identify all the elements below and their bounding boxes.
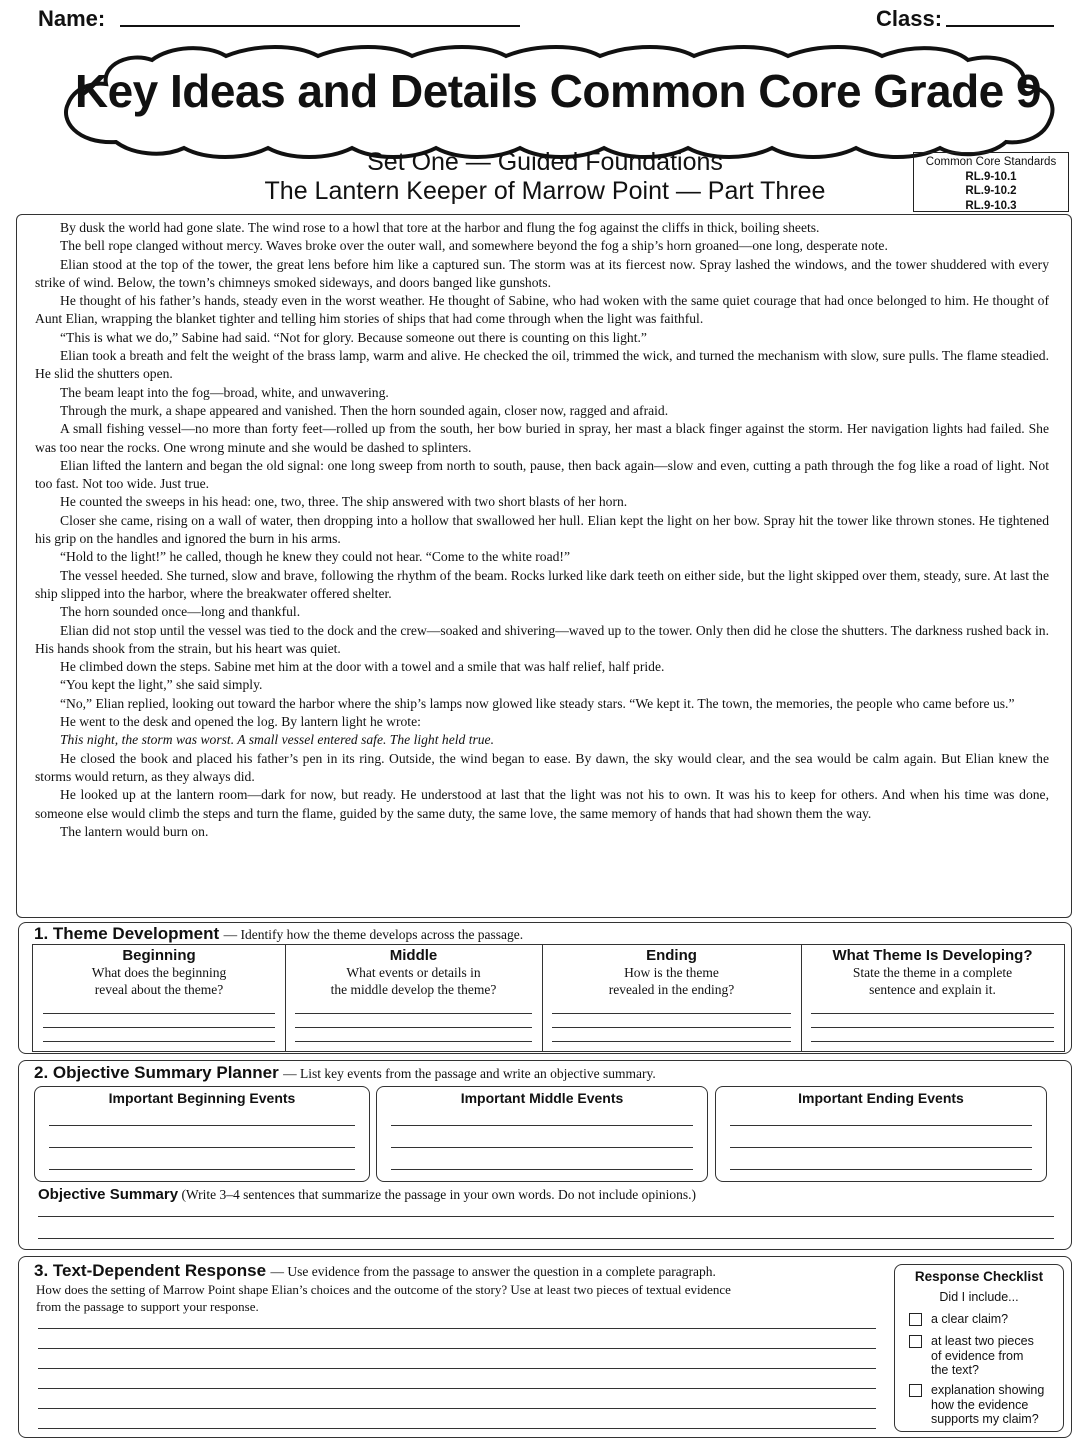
answer-line[interactable] xyxy=(552,1027,791,1028)
passage-paragraph: The beam leapt into the fog—broad, white, and unwavering. xyxy=(60,384,389,400)
passage-paragraph: The lantern would burn on. xyxy=(60,823,209,839)
story-subtitle: The Lantern Keeper of Marrow Point — Part Three xyxy=(264,177,826,205)
section3-instruction: — Use evidence from the passage to answer the question in a complete paragraph. xyxy=(270,1264,716,1279)
summary-label: Objective Summary xyxy=(38,1186,179,1203)
answer-line[interactable] xyxy=(295,1013,532,1014)
checklist-item xyxy=(931,1312,1059,1327)
checkbox-clear-claim[interactable] xyxy=(909,1313,922,1326)
answer-line[interactable] xyxy=(49,1169,355,1170)
page-title: Key Ideas and Details Common Core Grade 9 xyxy=(74,65,1042,117)
column-prompt: sentence and explain it. xyxy=(869,982,996,997)
standard-code: RL.9-10.2 xyxy=(965,185,1017,197)
answer-line[interactable] xyxy=(730,1147,1032,1148)
standard-code: RL.9-10.3 xyxy=(965,199,1017,212)
section3-heading xyxy=(34,1261,716,1281)
checklist-item xyxy=(931,1334,1059,1378)
checklist-item-text: the text? xyxy=(931,1363,979,1377)
response-question xyxy=(36,1281,886,1315)
beginning-events-box[interactable] xyxy=(34,1086,370,1182)
standards-heading: Common Core Standards xyxy=(925,156,1057,168)
summary-instruction: (Write 3–4 sentences that summarize the passage in your own words. Do not include opinions.) xyxy=(181,1187,697,1202)
response-line[interactable] xyxy=(38,1328,876,1329)
column-prompt: How is the theme xyxy=(624,965,719,980)
answer-line[interactable] xyxy=(811,1041,1054,1042)
answer-line[interactable] xyxy=(391,1125,693,1126)
passage-paragraph: Elian lifted the lantern and began the old signal: one long sweep from north to south, pause, then back again—slow and even, cutting a path through the fog like a road of light. Not too fast. Not too wide. Just true. xyxy=(35,457,1049,492)
answer-line[interactable] xyxy=(43,1041,275,1042)
checklist-item-text: explanation showing xyxy=(931,1383,1045,1397)
answer-line[interactable] xyxy=(730,1169,1032,1170)
section2-instruction: — List key events from the passage and write an objective summary. xyxy=(283,1066,656,1081)
summary-line[interactable] xyxy=(38,1238,1054,1239)
name-line[interactable] xyxy=(120,25,520,27)
checklist-title: Response Checklist xyxy=(914,1269,1044,1284)
passage-paragraph: Closer she came, rising on a wall of water, then dropping into a hollow that swallowed her hull. Elian kept the light on her bow. Spray hit the tower like thrown stones. He tightened his grip on the handles and ignored the burn in his arms. xyxy=(35,512,1049,547)
passage-paragraph: The horn sounded once—long and thankful. xyxy=(60,604,301,620)
question-line: How does the setting of Marrow Point shape Elian’s choices and the outcome of the story? Use at least two pieces of textual evidence xyxy=(36,1282,731,1297)
name-label: Name: xyxy=(38,6,106,31)
passage-paragraph: “No,” Elian replied, looking out toward the harbor where the ship’s lamps now glowed like steady stars. “We kept it. The town, the memories, the people who came before us.” xyxy=(60,695,1015,711)
section2-title: 2. Objective Summary Planner xyxy=(34,1063,279,1082)
answer-line[interactable] xyxy=(295,1027,532,1028)
passage-paragraph: “Hold to the light!” he called, though he knew they could not hear. “Come to the white road!” xyxy=(60,549,570,565)
theme-column-middle[interactable] xyxy=(285,944,543,1052)
summary-prompt xyxy=(38,1186,696,1203)
passage-paragraph: He looked up at the lantern room—dark for now, but ready. He understood at last that the light was not his to own. It was his to keep for others. And when his time was done, someone else would climb the steps and turn the flame, guided by the same duty, the same love, the same memory of hands that had shown them the way. xyxy=(35,787,1049,821)
question-line: from the passage to support your response. xyxy=(36,1299,259,1314)
passage-paragraph: A small fishing vessel—no more than forty feet—rolled up from the south, her bow buried in spray, her mast a black finger against the storm. Her navigation lights had failed. She was too near the rocks. One wrong minute and she would be dashed to splinters. xyxy=(35,421,1049,455)
theme-column-beginning[interactable] xyxy=(32,944,286,1052)
column-prompt: revealed in the ending? xyxy=(608,982,735,997)
passage-paragraph: Elian did not stop until the vessel was tied to the dock and the crew—soaked and shivering—waved up to the tower. Only then did he close the shutters. The darkness rushed back in. His hands shook from the strain, but his heart was quiet. xyxy=(35,622,1049,656)
passage-paragraph: He thought of his father’s hands, steady even in the worst weather. He thought of Sabine, who had woken with the same quiet courage that had once belonged to him. He thought of Aunt Elian, wrapping the blanket tighter and telling him stories of ships that had come through when the light was faithful. xyxy=(35,293,1049,327)
middle-events-box[interactable] xyxy=(376,1086,708,1182)
checklist-item-text: supports my claim? xyxy=(931,1412,1039,1426)
passage-paragraph: He closed the book and placed his father’s pen in its ring. Outside, the wind began to ease. By dawn, the sky would clear, and the sea would be calm again. But Elian knew the storms would return, as they always did. xyxy=(35,750,1049,784)
column-heading: Beginning xyxy=(122,947,196,964)
column-heading: What Theme Is Developing? xyxy=(832,947,1033,964)
checklist-subtitle: Did I include... xyxy=(939,1290,1019,1304)
answer-line[interactable] xyxy=(391,1169,693,1170)
column-heading: Middle xyxy=(389,947,438,964)
passage-paragraph: The bell rope clanged without mercy. Waves broke over the outer wall, and somewhere beyond the fog a ship’s horn groaned—one long, desperate note. xyxy=(60,238,888,254)
checklist-item-text: at least two pieces xyxy=(931,1334,1034,1348)
response-line[interactable] xyxy=(38,1408,876,1409)
log-entry-italic: This night, the storm was worst. A small vessel entered safe. The light held true. xyxy=(60,732,494,748)
response-line[interactable] xyxy=(38,1348,876,1349)
answer-line[interactable] xyxy=(811,1027,1054,1028)
answer-line[interactable] xyxy=(552,1041,791,1042)
reading-passage xyxy=(16,214,1072,918)
set-subtitle: Set One — Guided Foundations xyxy=(367,148,723,176)
section2-heading xyxy=(34,1063,656,1083)
section1-title: 1. Theme Development xyxy=(34,924,220,943)
checkbox-evidence[interactable] xyxy=(909,1335,922,1348)
passage-paragraph: Through the murk, a shape appeared and vanished. Then the horn sounded again, closer now, ragged and afraid. xyxy=(60,402,669,418)
response-checklist xyxy=(894,1264,1064,1432)
section3-title: 3. Text-Dependent Response xyxy=(34,1261,267,1280)
passage-paragraph: Elian stood at the top of the tower, the great lens before him like a captured sun. The storm was at its fiercest now. Spray lashed the windows, and the tower shuddered with every strike of wind. Below, the town’s chimneys smoked sideways, and doors banged like gunshots. xyxy=(35,256,1049,290)
checklist-item-text: a clear claim? xyxy=(931,1312,1009,1326)
standards-box xyxy=(913,152,1069,212)
answer-line[interactable] xyxy=(552,1013,791,1014)
response-line[interactable] xyxy=(38,1428,876,1429)
response-line[interactable] xyxy=(38,1388,876,1389)
class-line[interactable] xyxy=(946,25,1054,27)
events-box-heading: Important Ending Events xyxy=(798,1090,964,1106)
passage-paragraph: He went to the desk and opened the log. By lantern light he wrote: xyxy=(60,714,421,730)
answer-line[interactable] xyxy=(43,1027,275,1028)
section1-instruction: — Identify how the theme develops across the passage. xyxy=(223,927,524,942)
column-prompt: What does the beginning xyxy=(91,965,227,980)
column-heading: Ending xyxy=(646,947,697,964)
checklist-item xyxy=(931,1383,1059,1427)
ending-events-box[interactable] xyxy=(715,1086,1047,1182)
theme-column-developing[interactable] xyxy=(801,944,1065,1052)
summary-line[interactable] xyxy=(38,1216,1054,1217)
passage-paragraph: Elian took a breath and felt the weight of the brass lamp, warm and alive. He checked the oil, trimmed the wick, and turned the mechanism with slow, sure pulls. The flame steadied. He slid the shutters open. xyxy=(35,348,1049,382)
checklist-item-text: how the evidence xyxy=(931,1397,1029,1412)
column-prompt: What events or details in xyxy=(346,965,481,980)
theme-column-ending[interactable] xyxy=(542,944,802,1052)
passage-paragraph: “This is what we do,” Sabine had said. “Not for glory. Because someone out there is counting on this light.” xyxy=(60,329,647,345)
passage-paragraph: He climbed down the steps. Sabine met him at the door with a towel and a smile that was half relief, half pride. xyxy=(60,659,665,675)
events-box-heading: Important Middle Events xyxy=(460,1090,624,1106)
section1-heading xyxy=(34,924,523,944)
column-prompt: the middle develop the theme? xyxy=(330,982,497,997)
answer-line[interactable] xyxy=(391,1147,693,1148)
column-prompt: State the theme in a complete xyxy=(852,965,1013,980)
passage-paragraph: By dusk the world had gone slate. The wind rose to a howl that tore at the harbor and flung the fog against the cliffs in thick, boiling sheets. xyxy=(60,220,820,235)
class-label: Class: xyxy=(876,6,943,31)
answer-line[interactable] xyxy=(730,1125,1032,1126)
checkbox-explanation[interactable] xyxy=(909,1384,922,1397)
response-line[interactable] xyxy=(38,1368,876,1369)
answer-line[interactable] xyxy=(49,1125,355,1126)
passage-paragraph: “You kept the light,” she said simply. xyxy=(60,677,263,693)
passage-paragraph: The vessel heeded. She turned, slow and brave, following the rhythm of the beam. Rocks lurked like dark teeth on either side, but the light skipped over them, steady, sure. At last the ship slipped into the harbor, where the breakwater offered shelter. xyxy=(35,567,1049,601)
standard-code: RL.9-10.1 xyxy=(965,170,1017,183)
checklist-item-text: of evidence from xyxy=(931,1348,1024,1363)
events-box-heading: Important Beginning Events xyxy=(108,1090,296,1106)
column-prompt: reveal about the theme? xyxy=(94,982,224,997)
passage-paragraph: He counted the sweeps in his head: one, two, three. The ship answered with two short blasts of her horn. xyxy=(60,494,628,510)
answer-line[interactable] xyxy=(811,1013,1054,1014)
answer-line[interactable] xyxy=(295,1041,532,1042)
answer-line[interactable] xyxy=(49,1147,355,1148)
answer-line[interactable] xyxy=(43,1013,275,1014)
